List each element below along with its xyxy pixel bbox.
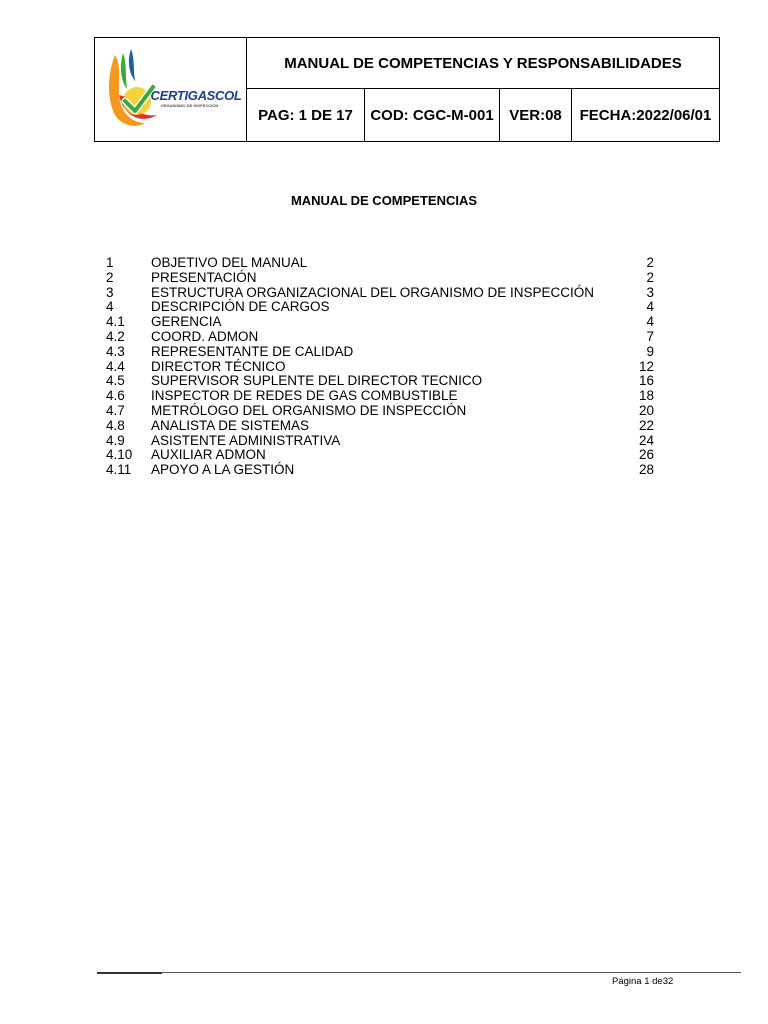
toc-entry-label: INSPECTOR DE REDES DE GAS COMBUSTIBLE bbox=[151, 388, 458, 404]
toc-entry-number: 4.6 bbox=[106, 388, 125, 404]
toc-entry[interactable] bbox=[106, 434, 666, 449]
toc-entry-number: 4.8 bbox=[106, 417, 125, 433]
toc-entry-page: 9 bbox=[646, 343, 654, 359]
toc-entry-label: ESTRUCTURA ORGANIZACIONAL DEL ORGANISMO DE INSPECCIÓN bbox=[151, 284, 595, 300]
toc-entry-page: 4 bbox=[646, 314, 654, 330]
document-header bbox=[94, 37, 720, 142]
toc-entry-label: AUXILIAR ADMON bbox=[151, 447, 266, 463]
toc-entry[interactable] bbox=[106, 463, 666, 478]
toc-entry[interactable] bbox=[106, 360, 666, 375]
toc-entry-number: 4.1 bbox=[106, 314, 125, 330]
toc-entry-page: 28 bbox=[638, 462, 654, 478]
page-count: PAG: 1 DE 17 bbox=[247, 89, 365, 142]
toc-entry-label: COORD. ADMON bbox=[151, 328, 259, 344]
toc-entry-label: DESCRIPCIÓN DE CARGOS bbox=[151, 299, 330, 315]
toc-entry-label: REPRESENTANTE DE CALIDAD bbox=[151, 343, 354, 359]
toc-entry-number: 4.3 bbox=[106, 343, 125, 359]
company-logo bbox=[101, 45, 241, 135]
toc-entry-page: 3 bbox=[646, 284, 654, 300]
document-title: MANUAL DE COMPETENCIAS bbox=[290, 193, 478, 208]
toc-entry-page: 16 bbox=[638, 373, 654, 389]
toc-entry-page: 18 bbox=[638, 388, 654, 404]
toc-entry-label: OBJETIVO DEL MANUAL bbox=[151, 255, 308, 270]
toc-entry-page: 24 bbox=[638, 432, 654, 448]
toc-entry-label: GERENCIA bbox=[151, 314, 222, 330]
toc-entry-number: 4.10 bbox=[106, 447, 133, 463]
toc-entry-label: ANALISTA DE SISTEMAS bbox=[151, 417, 310, 433]
toc-entry[interactable] bbox=[106, 286, 666, 301]
toc-entry[interactable] bbox=[106, 419, 666, 434]
document-code: COD: CGC-M-001 bbox=[365, 89, 500, 142]
logo-text: CERTIGASCOL bbox=[150, 87, 242, 103]
table-of-contents bbox=[106, 256, 666, 478]
toc-entry-label: DIRECTOR TÉCNICO bbox=[151, 358, 286, 374]
toc-entry-number: 2 bbox=[106, 269, 114, 285]
document-date: FECHA:2022/06/01 bbox=[572, 89, 720, 142]
footer-page-number: Página 1 de32 bbox=[612, 976, 674, 987]
toc-entry-page: 2 bbox=[646, 255, 654, 270]
toc-entry[interactable] bbox=[106, 404, 666, 419]
toc-entry-number: 4.11 bbox=[106, 462, 132, 478]
toc-entry-number: 1 bbox=[106, 255, 114, 270]
toc-entry[interactable] bbox=[106, 448, 666, 463]
toc-entry-page: 22 bbox=[638, 417, 654, 433]
toc-entry-label: METRÓLOGO DEL ORGANISMO DE INSPECCIÓN bbox=[151, 402, 467, 418]
toc-entry[interactable] bbox=[106, 330, 666, 345]
footer-divider bbox=[97, 972, 741, 973]
toc-entry-number: 3 bbox=[106, 284, 114, 300]
toc-entry-label: APOYO A LA GESTIÓN bbox=[151, 462, 295, 478]
toc-entry-page: 12 bbox=[638, 358, 654, 374]
footer-divider-accent bbox=[97, 972, 162, 974]
toc-entry-number: 4.9 bbox=[106, 432, 125, 448]
toc-entry-label: ASISTENTE ADMINISTRATIVA bbox=[151, 432, 341, 448]
toc-entry-number: 4 bbox=[106, 299, 114, 315]
logo-tagline: ORGANISMO DE INSPECCIÓN bbox=[160, 102, 219, 108]
toc-entry-page: 7 bbox=[646, 328, 654, 344]
document-version: VER:08 bbox=[500, 89, 572, 142]
toc-entry[interactable] bbox=[106, 374, 666, 389]
toc-entry[interactable] bbox=[106, 300, 666, 315]
toc-entry[interactable] bbox=[106, 271, 666, 286]
toc-entry[interactable] bbox=[106, 256, 666, 271]
toc-entry-page: 2 bbox=[646, 269, 654, 285]
toc-entry-page: 20 bbox=[638, 402, 654, 418]
toc-entry-number: 4.2 bbox=[106, 328, 125, 344]
toc-entry-number: 4.5 bbox=[106, 373, 125, 389]
toc-entry[interactable] bbox=[106, 315, 666, 330]
toc-entry-page: 26 bbox=[638, 447, 654, 463]
toc-entry-number: 4.7 bbox=[106, 402, 125, 418]
toc-entry-label: SUPERVISOR SUPLENTE DEL DIRECTOR TECNICO bbox=[151, 373, 483, 389]
toc-entry-number: 4.4 bbox=[106, 358, 125, 374]
toc-entry[interactable] bbox=[106, 389, 666, 404]
toc-entry[interactable] bbox=[106, 345, 666, 360]
toc-entry-page: 4 bbox=[646, 299, 654, 315]
logo-cell bbox=[95, 38, 247, 142]
toc-entry-label: PRESENTACIÓN bbox=[151, 269, 257, 285]
manual-title: MANUAL DE COMPETENCIAS Y RESPONSABILIDADES bbox=[247, 38, 720, 89]
